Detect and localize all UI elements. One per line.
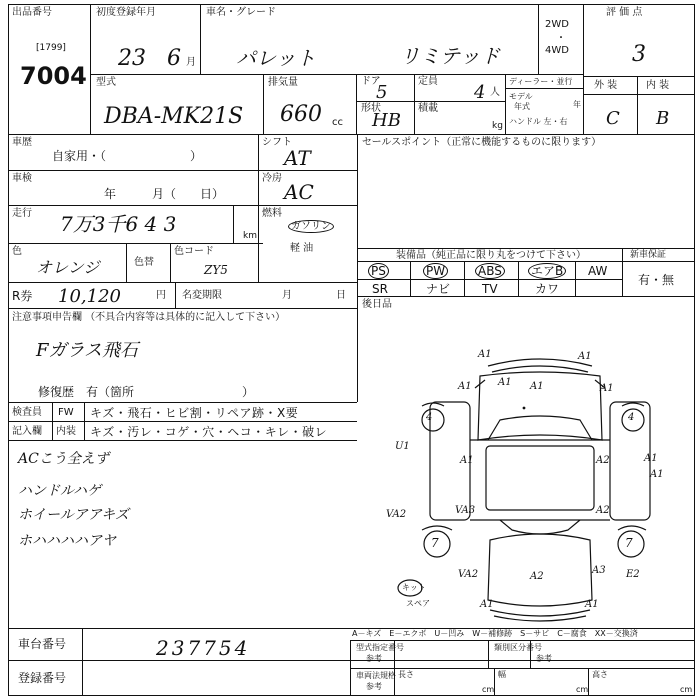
- notes: Fガラス飛石: [36, 340, 138, 361]
- height-label: 高さ: [592, 670, 608, 679]
- inspect-label: 車検: [12, 173, 32, 184]
- year-unit: 年: [573, 100, 581, 109]
- load-label: 積載: [418, 103, 438, 114]
- fw-items: キズ・飛石・ヒビ割・リペア跡・X要: [90, 406, 299, 420]
- width-label: 幅: [498, 670, 506, 679]
- reg-month: 6: [167, 46, 181, 71]
- reg-month-unit: 月: [186, 57, 196, 68]
- mark-e2: E2: [626, 569, 640, 580]
- inspector-label-2: 記入欄: [12, 426, 42, 437]
- reg-label: 初度登録年月: [96, 7, 156, 18]
- mark-a2: A2: [596, 505, 610, 516]
- rating-label: 評 価 点: [606, 7, 643, 18]
- cm-1: cm: [482, 685, 495, 694]
- door: 5: [376, 82, 388, 103]
- disp: 660: [280, 102, 322, 127]
- rating: 3: [632, 42, 646, 67]
- mark-a3: A3: [592, 565, 606, 576]
- mark-a2: A2: [530, 571, 544, 582]
- recycle-label: R券: [12, 289, 33, 303]
- equip-pw: PW: [423, 265, 448, 277]
- equip-tv: TV: [482, 282, 498, 296]
- cm-3: cm: [680, 685, 693, 694]
- mileage-unit: km: [243, 231, 257, 241]
- new-warranty-value: 有・無: [638, 273, 675, 287]
- car-name: パレット: [236, 46, 316, 70]
- fuel-gasoline: ガソリン: [288, 222, 334, 232]
- mark-a2: A2: [596, 455, 610, 466]
- drive-dot: ・: [556, 33, 566, 44]
- equip-abs: ABS: [475, 265, 505, 277]
- shift: AT: [284, 146, 311, 170]
- mark-va2: VA2: [458, 569, 479, 580]
- equip-leather: カワ: [535, 282, 560, 296]
- equip-sr: SR: [372, 282, 388, 296]
- cap-label: 定員: [418, 76, 438, 87]
- ext-label: 外 装: [594, 80, 618, 91]
- mileage: 7万3千6 4 3: [60, 212, 177, 236]
- yen: 円: [156, 290, 166, 301]
- lot-sub: [1799]: [36, 43, 66, 53]
- equip-airbag: エアB: [528, 265, 566, 277]
- color-code: ZY5: [204, 263, 228, 277]
- color-change-label: 色替: [134, 257, 154, 268]
- lot-label: 出品番号: [12, 7, 52, 18]
- notes-label: 注意事項申告欄 （不具合内容等は具体的に記入して下さい）: [12, 312, 286, 323]
- title-day: 日: [336, 290, 346, 301]
- fuel-label: 燃料: [262, 208, 282, 219]
- note-1: ACこう全えず: [18, 451, 109, 467]
- shift-label: シフト: [262, 137, 292, 148]
- reg-no-label: 登録番号: [18, 671, 67, 685]
- fw-label: FW: [58, 407, 74, 418]
- mark-a1: A1: [585, 599, 599, 610]
- spare-label: スペア: [406, 599, 430, 608]
- door-label: ドア: [361, 76, 381, 87]
- kit-label: キット: [402, 583, 426, 592]
- chassis-label: 車台番号: [18, 637, 67, 651]
- ac-label: 冷房: [262, 173, 282, 184]
- mark-a1: A1: [578, 351, 592, 362]
- mark-u1: U1: [395, 441, 410, 452]
- model-year-label2: 年式: [514, 102, 530, 111]
- length-label: 長さ: [398, 670, 414, 679]
- mark-a1: A1: [600, 383, 614, 394]
- handle-label: ハンドル 左・右: [509, 117, 568, 126]
- equip-ps: PS: [368, 265, 389, 277]
- cat-label: 車両法規格: [356, 671, 396, 680]
- mark-va2: VA2: [386, 509, 407, 520]
- reg-year: 23: [118, 46, 146, 71]
- inspector-label: 検査員: [12, 407, 42, 418]
- legend: A－キズ E－エクボ U－凹み W－補修跡 S－サビ C－腐食 XX－交換済: [352, 629, 638, 638]
- class-label: 類別区分番号: [494, 643, 542, 652]
- note-3: ホイールアアキズ: [18, 507, 129, 523]
- name-label: 車名・グレード: [206, 7, 276, 18]
- mark-a1: A1: [478, 349, 492, 360]
- note-2: ハンドルハゲ: [18, 483, 102, 499]
- mark-a1: A1: [480, 599, 494, 610]
- ext-grade: C: [606, 108, 620, 129]
- load-unit: kg: [492, 121, 503, 131]
- mark-7: 7: [625, 536, 633, 550]
- history-label: 車歴: [12, 137, 32, 148]
- mark-a1: A1: [530, 381, 544, 392]
- mileage-label: 走行: [12, 208, 32, 219]
- color-code-label: 色コード: [174, 246, 214, 257]
- cat-sub: 参考: [366, 682, 382, 691]
- model: DBA-MK21S: [104, 104, 244, 129]
- cm-2: cm: [576, 685, 589, 694]
- cap: 4: [474, 82, 486, 103]
- model-label: 型式: [96, 77, 116, 88]
- mark-a1: A1: [498, 377, 512, 388]
- history: 自家用・（ ）: [52, 149, 203, 163]
- mark-4: 4: [426, 412, 433, 423]
- drive-2wd: 2WD: [545, 19, 569, 30]
- mark-4: 4: [628, 412, 635, 423]
- title-month: 月: [282, 290, 292, 301]
- drive-4wd: 4WD: [545, 45, 569, 56]
- mark-e2: A1: [644, 453, 658, 464]
- lot-number: 7004: [20, 62, 87, 90]
- type-label: 型式指定番号: [356, 643, 404, 652]
- mark-e2: A1: [650, 469, 664, 480]
- color: オレンジ: [36, 258, 100, 277]
- repair: 修復歴 有（箇所 ）: [38, 385, 255, 399]
- chassis-number: 237754: [156, 636, 251, 660]
- grade: リミテッド: [400, 44, 500, 68]
- equip-aw: AW: [588, 264, 608, 278]
- mark-va3: VA3: [455, 505, 476, 516]
- note-4: ホハハハハアヤ: [18, 533, 116, 549]
- inspect: 年 月（ 日）: [104, 187, 225, 201]
- mark-a1: A1: [458, 381, 472, 392]
- later-label: 後日品: [362, 299, 392, 310]
- int-items: キズ・汚レ・コゲ・穴・ヘコ・キレ・破レ: [90, 425, 328, 439]
- model-year-label: モデル: [509, 92, 533, 101]
- ac: AC: [284, 180, 314, 204]
- color-label: 色: [12, 246, 22, 257]
- mark-7: 7: [431, 536, 439, 550]
- type-sub: 参考: [366, 654, 382, 663]
- recycle: 10,120: [58, 286, 121, 307]
- fuel-diesel: 軽 油: [290, 243, 314, 254]
- title-label: 名変期限: [182, 290, 222, 301]
- int-label: 内 装: [646, 80, 670, 91]
- shape-label: 形状: [361, 103, 381, 114]
- disp-label: 排気量: [268, 77, 298, 88]
- mark-a1: A1: [460, 455, 474, 466]
- sales-label: セールスポイント（正常に機能するものに限ります）: [362, 137, 602, 148]
- int-grade: B: [656, 108, 670, 129]
- shape: HB: [372, 110, 401, 131]
- equip-label: 装備品（純正品に限り丸をつけて下さい）: [396, 250, 586, 261]
- class-sub: 参考: [536, 654, 552, 663]
- disp-unit: cc: [332, 117, 343, 128]
- cap-unit: 人: [490, 87, 500, 98]
- new-warranty-label: 新車保証: [630, 250, 667, 260]
- equip-navi: ナビ: [426, 282, 451, 296]
- int-label-2: 内装: [56, 426, 76, 437]
- dealer-label: ディーラー・並行: [509, 77, 573, 86]
